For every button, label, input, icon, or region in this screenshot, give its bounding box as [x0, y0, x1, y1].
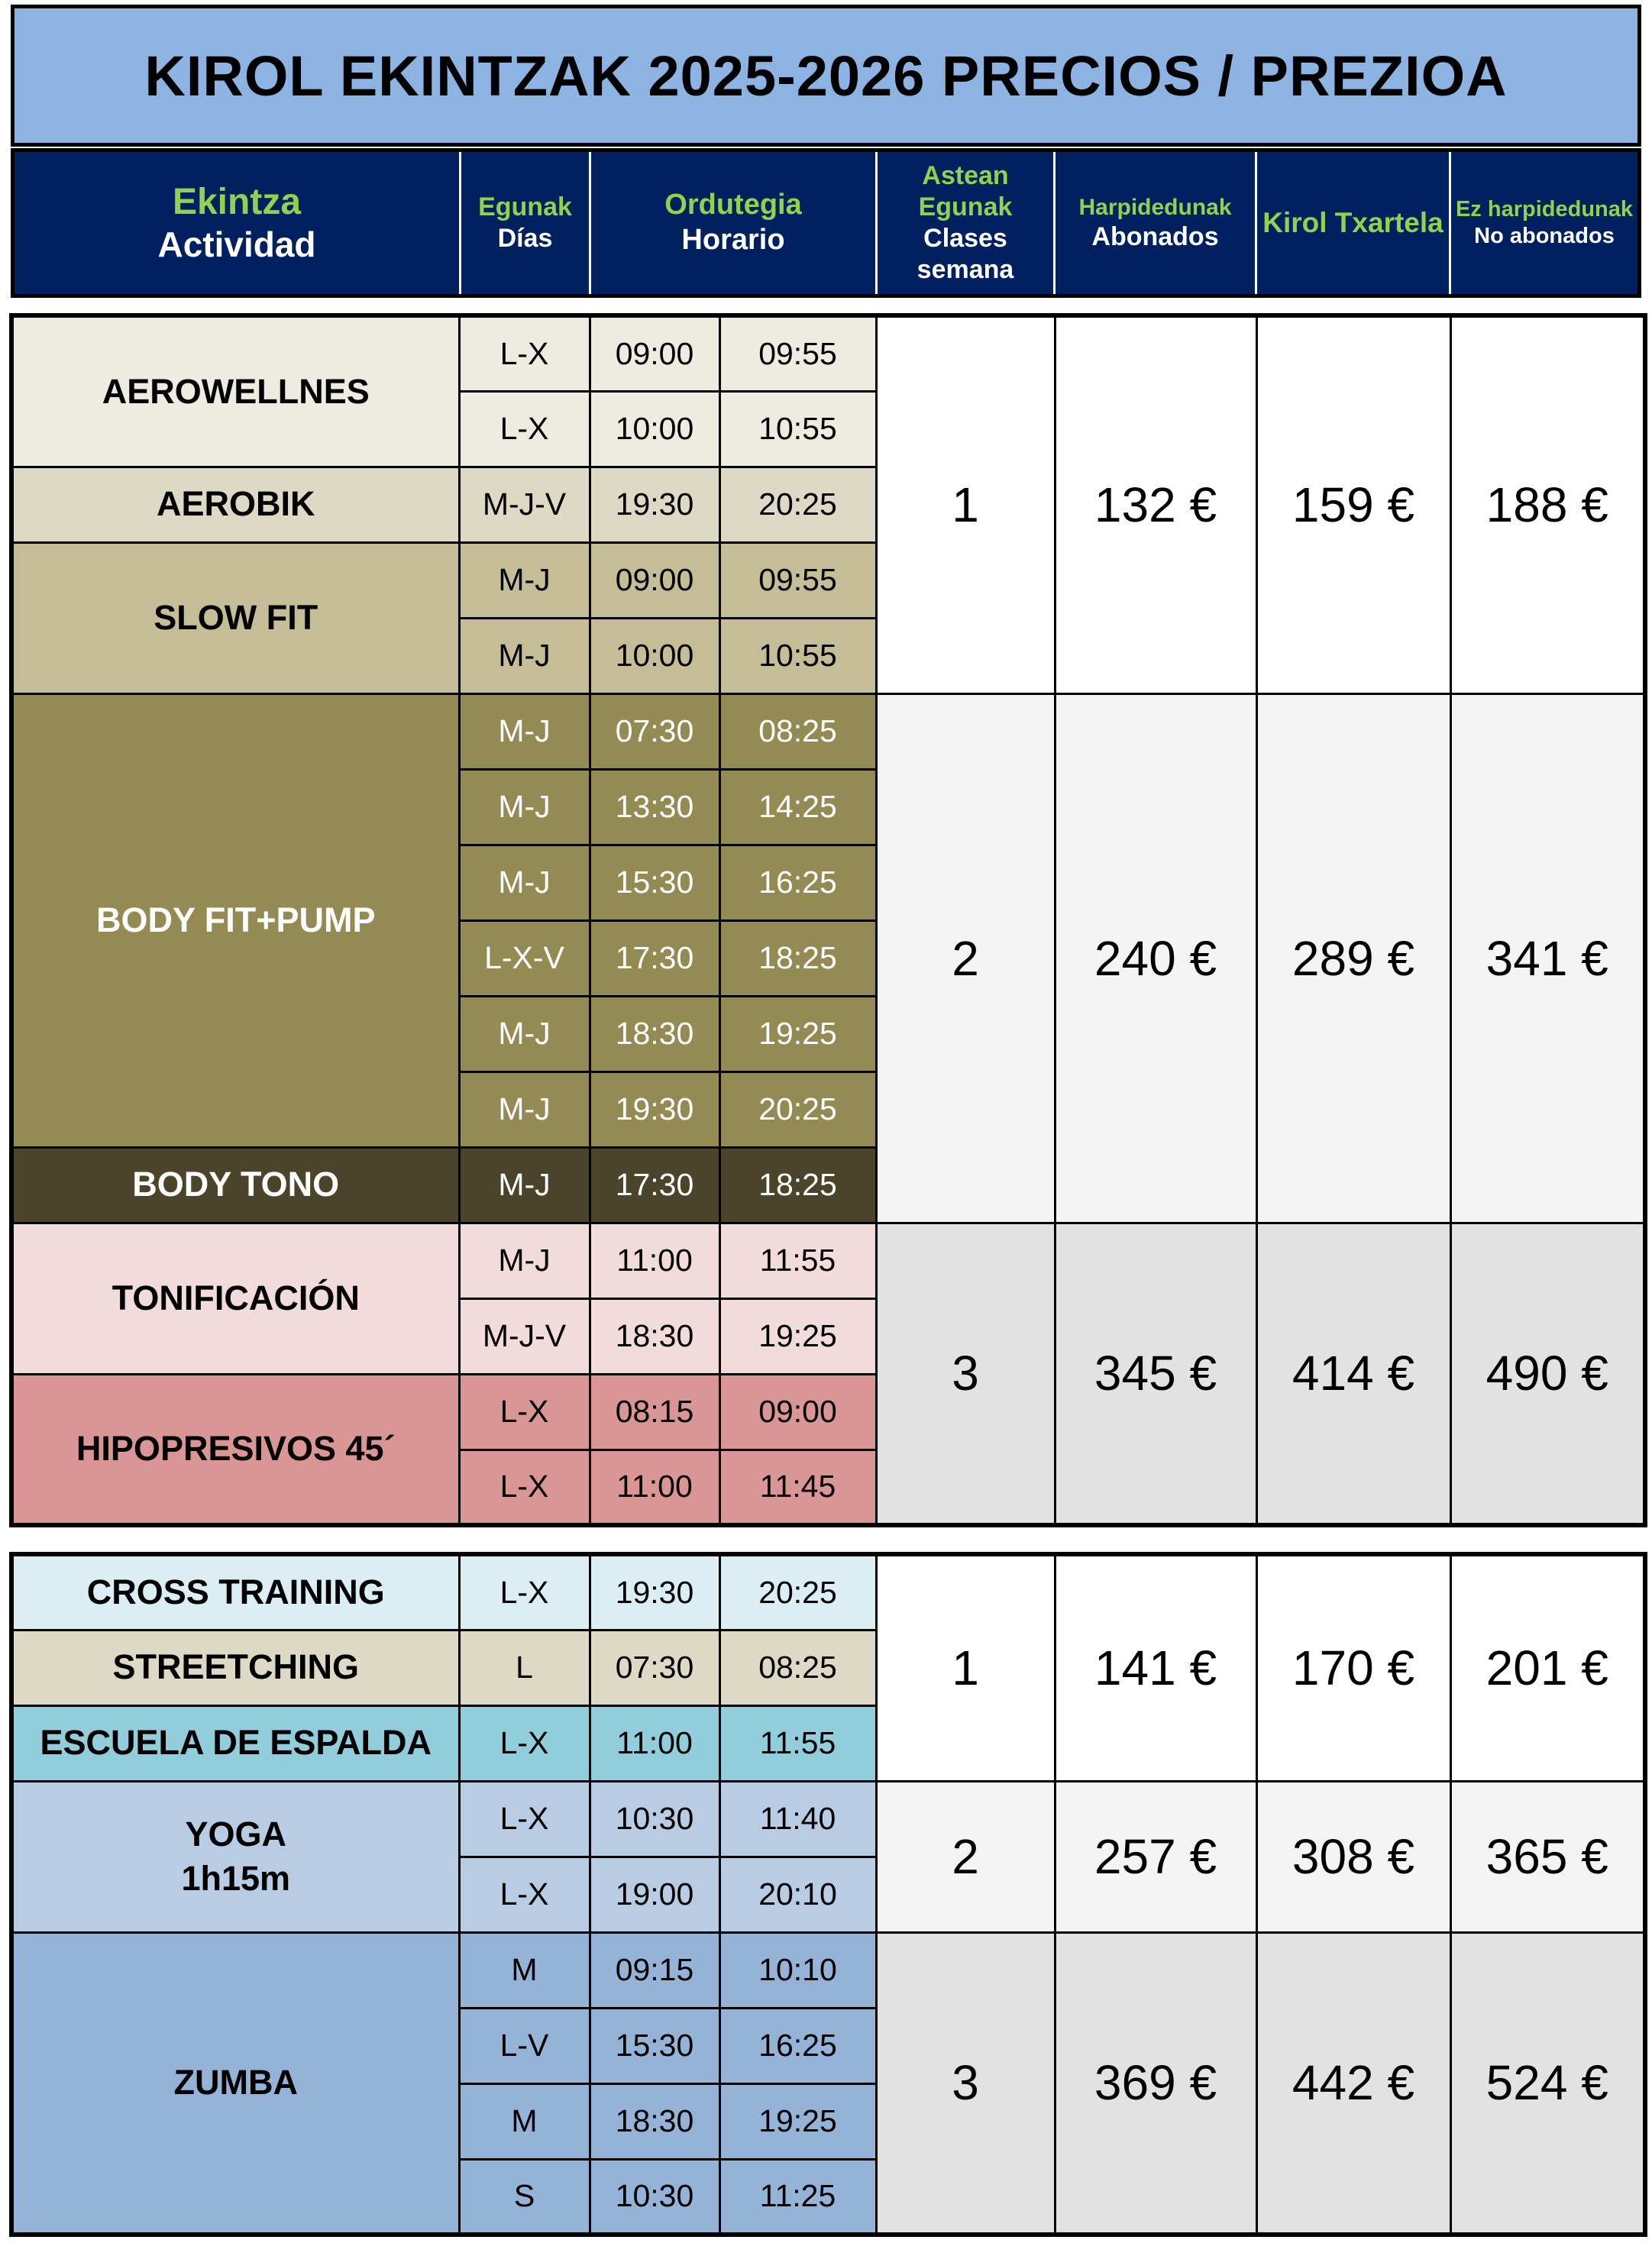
days-cell: S	[459, 2159, 590, 2235]
price-card-2: 308 €	[1256, 1781, 1450, 1932]
start-time-cell: 19:00	[590, 1857, 719, 1932]
price-non-members-2: 365 €	[1450, 1781, 1645, 1932]
start-time-cell: 18:30	[590, 1298, 719, 1374]
start-time-cell: 10:00	[590, 391, 719, 467]
price-members-1: 141 €	[1055, 1554, 1256, 1781]
end-time-cell: 20:25	[719, 467, 876, 542]
start-time-cell: 10:30	[590, 1781, 719, 1857]
start-time-cell: 11:00	[590, 1450, 719, 1525]
days-cell: L	[459, 1630, 590, 1705]
activity-escuela-de-espalda: ESCUELA DE ESPALDA	[11, 1705, 459, 1781]
start-time-cell: 09:00	[590, 315, 719, 391]
price-members-3: 345 €	[1055, 1223, 1256, 1525]
days-cell: L-X	[459, 1705, 590, 1781]
end-time-cell: 11:55	[719, 1223, 876, 1298]
activity-aerobik: AEROBIK	[11, 467, 459, 542]
price-table-section-2	[9, 1552, 1647, 2237]
header-non-members-eu: Ez harpidedunak	[1455, 197, 1634, 222]
start-time-cell: 19:30	[590, 1071, 719, 1147]
table-row	[11, 1781, 1645, 1857]
header-members-es: Abonados	[1091, 221, 1219, 251]
end-time-cell: 18:25	[719, 920, 876, 996]
price-non-members-1: 201 €	[1450, 1554, 1645, 1781]
classes-per-week-3: 3	[876, 1223, 1055, 1525]
classes-per-week-2: 2	[876, 1781, 1055, 1932]
end-time-cell: 10:55	[719, 391, 876, 467]
header-schedule-eu: Ordutegia	[664, 189, 802, 221]
end-time-cell: 18:25	[719, 1147, 876, 1223]
days-cell: L-X-V	[459, 920, 590, 996]
price-card-3: 442 €	[1256, 1932, 1450, 2235]
classes-per-week-2: 2	[876, 693, 1055, 1223]
end-time-cell: 11:40	[719, 1781, 876, 1857]
start-time-cell: 17:30	[590, 920, 719, 996]
days-cell: M-J-V	[459, 1298, 590, 1374]
start-time-cell: 10:30	[590, 2159, 719, 2235]
start-time-cell: 11:00	[590, 1705, 719, 1781]
price-card-3: 414 €	[1256, 1223, 1450, 1525]
activity-aerowellnes: AEROWELLNES	[11, 315, 459, 467]
header-members-eu: Harpidedunak	[1078, 194, 1232, 220]
header-members	[1056, 152, 1257, 294]
header-classes-eu2: Egunak	[918, 192, 1013, 222]
price-members-2: 257 €	[1055, 1781, 1256, 1932]
activity-yoga-duration: 1h15m	[181, 1859, 291, 1898]
days-cell: M-J	[459, 693, 590, 769]
start-time-cell: 15:30	[590, 845, 719, 920]
header-schedule-es: Horario	[681, 224, 785, 256]
end-time-cell: 10:10	[719, 1932, 876, 2008]
start-time-cell: 10:00	[590, 618, 719, 693]
activity-yoga-name: YOGA	[185, 1814, 287, 1854]
header-days	[461, 152, 591, 294]
activity-cross-training: CROSS TRAINING	[11, 1554, 459, 1630]
table-row	[11, 1554, 1645, 1630]
activity-streetching: STREETCHING	[11, 1630, 459, 1705]
price-non-members-3: 490 €	[1450, 1223, 1645, 1525]
header-card-eu: Kirol Txartela	[1262, 206, 1443, 238]
days-cell: M-J	[459, 996, 590, 1071]
activity-slow-fit: SLOW FIT	[11, 542, 459, 693]
end-time-cell: 09:55	[719, 542, 876, 618]
table-row	[11, 1932, 1645, 2008]
price-members-1: 132 €	[1055, 315, 1256, 693]
table-row	[11, 693, 1645, 769]
header-classes-es1: Clases	[923, 224, 1007, 253]
header-activity	[15, 152, 461, 294]
start-time-cell: 07:30	[590, 693, 719, 769]
header-schedule	[591, 152, 878, 294]
activity-tonificacion: TONIFICACIÓN	[11, 1223, 459, 1374]
end-time-cell: 09:55	[719, 315, 876, 391]
days-cell: L-X	[459, 391, 590, 467]
end-time-cell: 11:55	[719, 1705, 876, 1781]
price-members-2: 240 €	[1055, 693, 1256, 1223]
price-card-1: 159 €	[1256, 315, 1450, 693]
end-time-cell: 20:10	[719, 1857, 876, 1932]
days-cell: M-J	[459, 542, 590, 618]
price-card-1: 170 €	[1256, 1554, 1450, 1781]
activity-zumba: ZUMBA	[11, 1932, 459, 2235]
start-time-cell: 18:30	[590, 996, 719, 1071]
price-non-members-3: 524 €	[1450, 1932, 1645, 2235]
days-cell: L-X	[459, 1450, 590, 1525]
title-bar	[11, 5, 1641, 147]
activity-body-tono: BODY TONO	[11, 1147, 459, 1223]
end-time-cell: 19:25	[719, 1298, 876, 1374]
price-non-members-1: 188 €	[1450, 315, 1645, 693]
start-time-cell: 07:30	[590, 1630, 719, 1705]
table-row	[11, 1223, 1645, 1298]
end-time-cell: 10:55	[719, 618, 876, 693]
days-cell: M-J	[459, 618, 590, 693]
days-cell: M-J	[459, 1147, 590, 1223]
days-cell: M	[459, 2083, 590, 2159]
price-members-3: 369 €	[1055, 1932, 1256, 2235]
start-time-cell: 17:30	[590, 1147, 719, 1223]
end-time-cell: 20:25	[719, 1071, 876, 1147]
classes-per-week-1: 1	[876, 315, 1055, 693]
header-classes	[878, 152, 1056, 294]
end-time-cell: 11:25	[719, 2159, 876, 2235]
activity-body-fit-pump: BODY FIT+PUMP	[11, 693, 459, 1147]
days-cell: L-X	[459, 1374, 590, 1450]
days-cell: M-J	[459, 1071, 590, 1147]
start-time-cell: 19:30	[590, 467, 719, 542]
end-time-cell: 20:25	[719, 1554, 876, 1630]
days-cell: M-J	[459, 845, 590, 920]
header-card	[1257, 152, 1451, 294]
days-cell: L-X	[459, 1554, 590, 1630]
header-days-es: Días	[497, 224, 553, 253]
end-time-cell: 09:00	[719, 1374, 876, 1450]
days-cell: M	[459, 1932, 590, 2008]
start-time-cell: 18:30	[590, 2083, 719, 2159]
page-title: KIROL EKINTZAK 2025-2026 PRECIOS / PREZIOA	[144, 44, 1508, 108]
header-classes-eu1: Astean	[922, 161, 1009, 191]
price-non-members-2: 341 €	[1450, 693, 1645, 1223]
end-time-cell: 14:25	[719, 769, 876, 845]
end-time-cell: 11:45	[719, 1450, 876, 1525]
end-time-cell: 19:25	[719, 996, 876, 1071]
header-non-members	[1451, 152, 1637, 294]
start-time-cell: 19:30	[590, 1554, 719, 1630]
start-time-cell: 15:30	[590, 2008, 719, 2083]
table-row	[11, 315, 1645, 391]
start-time-cell: 09:00	[590, 542, 719, 618]
end-time-cell: 08:25	[719, 693, 876, 769]
header-activity-es: Actividad	[157, 225, 316, 265]
price-card-2: 289 €	[1256, 693, 1450, 1223]
end-time-cell: 08:25	[719, 1630, 876, 1705]
start-time-cell: 11:00	[590, 1223, 719, 1298]
price-table-section-1	[9, 313, 1647, 1527]
days-cell: L-X	[459, 1781, 590, 1857]
classes-per-week-1: 1	[876, 1554, 1055, 1781]
header-non-members-es: No abonados	[1474, 224, 1615, 248]
days-cell: L-X	[459, 1857, 590, 1932]
end-time-cell: 16:25	[719, 2008, 876, 2083]
days-cell: M-J-V	[459, 467, 590, 542]
start-time-cell: 08:15	[590, 1374, 719, 1450]
end-time-cell: 16:25	[719, 845, 876, 920]
days-cell: M-J	[459, 1223, 590, 1298]
header-classes-es2: semana	[917, 254, 1014, 284]
activity-hipopresivos: HIPOPRESIVOS 45´	[11, 1374, 459, 1525]
days-cell: L-X	[459, 315, 590, 391]
days-cell: M-J	[459, 769, 590, 845]
activity-yoga	[11, 1781, 459, 1932]
start-time-cell: 13:30	[590, 769, 719, 845]
table-header	[11, 148, 1641, 298]
header-days-eu: Egunak	[478, 192, 572, 222]
days-cell: L-V	[459, 2008, 590, 2083]
classes-per-week-3: 3	[876, 1932, 1055, 2235]
header-activity-eu: Ekintza	[172, 181, 302, 222]
start-time-cell: 09:15	[590, 1932, 719, 2008]
end-time-cell: 19:25	[719, 2083, 876, 2159]
